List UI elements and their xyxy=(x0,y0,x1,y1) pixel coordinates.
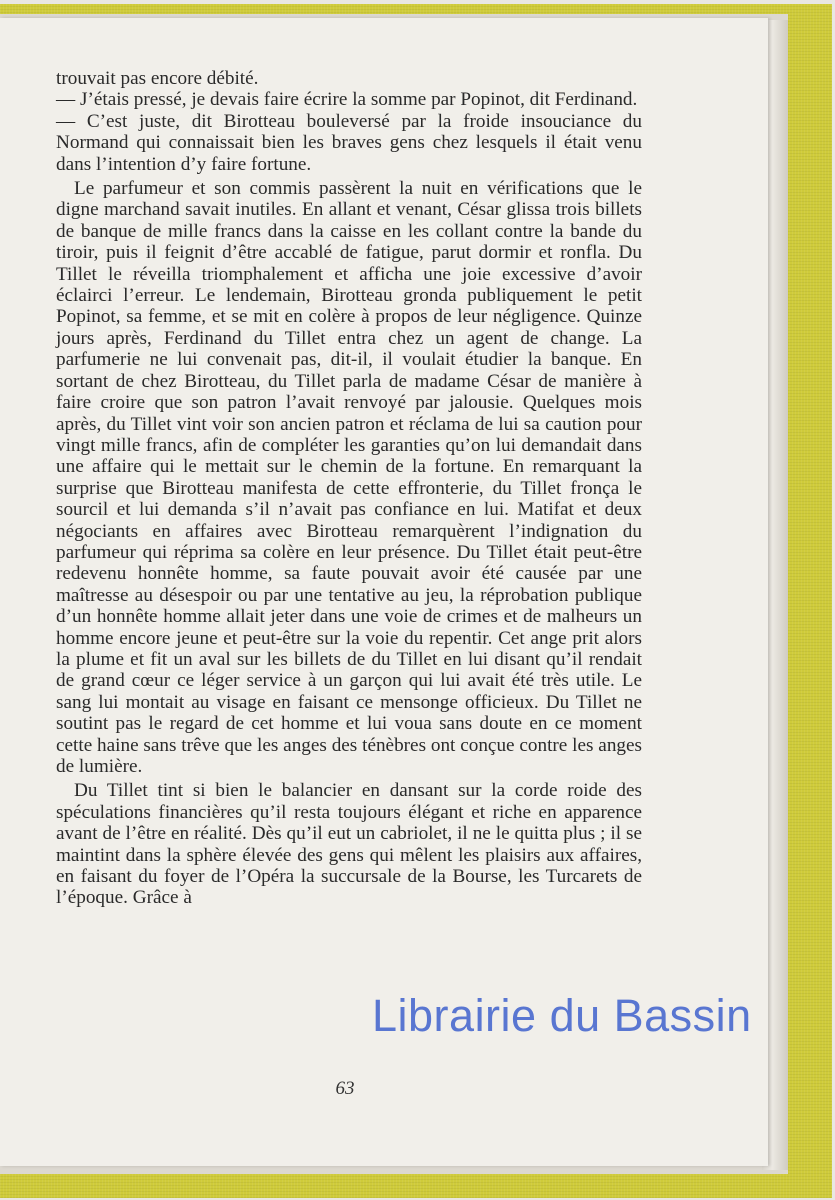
paragraph: — J’étais pressé, je devais faire écrire la somme par Popinot, dit Ferdinand. xyxy=(56,89,638,111)
paragraph: — C’est juste, dit Birotteau bouleversé par la froide insouciance du Normand qui connaissait bien les braves gens chez lesquels il était venu dans l’intention d’y faire fortune. xyxy=(56,110,642,175)
body-text xyxy=(56,68,642,909)
page-number: 63 xyxy=(335,1078,355,1099)
paragraph: trouvait pas encore débité. xyxy=(56,68,259,89)
paragraph: Du Tillet tint si bien le balancier en dansant sur la corde roide des spéculations financières qu’il resta toujours élégant et riche en apparence avant de l’être en réalité. Dès qu’il eut un cabriolet, il ne le quitta plus ; il se maintint dans la sphère élevée des gens qui mêlent les plaisirs aux affaires, en faisant du foyer de l’Opéra la succursale de la Bourse, les Turcarets de l’époque. Grâce à xyxy=(56,780,642,909)
paragraph: Le parfumeur et son commis passèrent la nuit en vérifications que le digne marchand savait inutiles. En allant et venant, César glissa trois billets de banque de mille francs dans la caisse en les collant contre la bande du tiroir, puis il feignit d’être accablé de fatigue, parut dormir et ronfla. Du Tillet le réveilla triomphalement et afficha une joie excessive d’avoir éclairci l’erreur. Le lendemain, Birotteau gronda publiquement le petit Popinot, sa femme, et se mit en colère à propos de leur négligence. Quinze jours après, Ferdinand du Tillet entra chez un agent de change. La parfumerie ne lui convenait pas, dit-il, il voulait étudier la banque. En sortant de chez Birotteau, du Tillet parla de madame César de manière à faire croire que son patron l’avait renvoyé par jalousie. Quelques mois après, du Tillet vint voir son ancien patron et réclama de lui sa caution pour vingt mille francs, afin de compléter les garanties qu’on lui demandait dans une affaire qui le mettait sur le chemin de la fortune. En remarquant la surprise que Birotteau manifesta de cette effronterie, du Tillet fronça le sourcil et lui demanda s’il n’avait pas confiance en lui. Matifat et deux négociants en affaires avec Birotteau remarquèrent l’indignation du parfumeur qui réprima sa colère en leur présence. Du Tillet était peut-être redevenu honnête homme, sa faute pouvait avoir été causée par une maîtresse au désespoir ou par une tentative au jeu, la réprobation publique d’un honnête homme allait jeter dans une voie de crimes et de malheurs un homme encore jeune et peut-être sur la voie du repentir. Cet ange prit alors la plume et fit un aval sur les billets de du Tillet en lui disant qu’il rendait de grand cœur ce léger service à un garçon qui lui avait été très utile. Le sang lui montait au visage en faisant ce mensonge officieux. Du Tillet ne soutint pas le regard de cet homme et lui voua sans doute en ce moment cette haine sans trêve que les anges des ténèbres ont conçue contre les anges de lumière. xyxy=(56,178,642,777)
watermark: Librairie du Bassin xyxy=(372,990,752,1041)
